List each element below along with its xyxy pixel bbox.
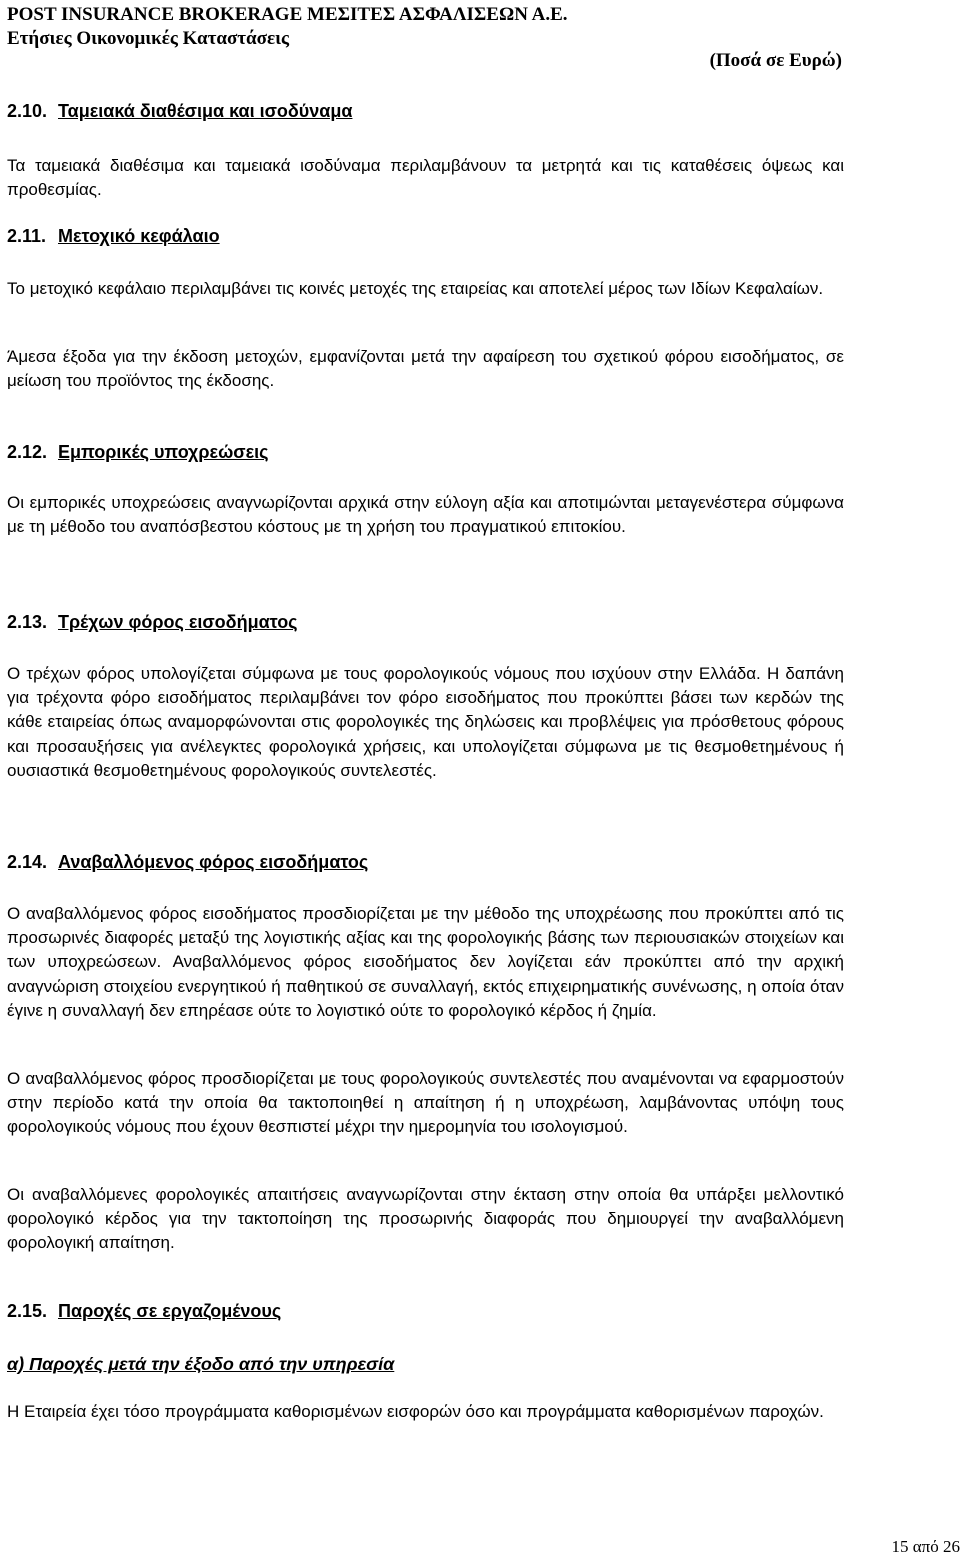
section-title: Μετοχικό κεφάλαιο <box>58 226 220 246</box>
paragraph: Άμεσα έξοδα για την έκδοση μετοχών, εμφανίζονται μετά την αφαίρεση του σχετικού φόρου εισοδήματος, σε μείωση του προϊόντος της έκδοσης. <box>7 345 844 393</box>
section-heading-2-14 <box>7 850 368 874</box>
section-heading-2-11 <box>7 224 220 248</box>
paragraph: Το μετοχικό κεφάλαιο περιλαμβάνει τις κοινές μετοχές της εταιρείας και αποτελεί μέρος των Ιδίων Κεφαλαίων. <box>7 277 844 301</box>
section-number: 2.15. <box>7 1299 58 1323</box>
currency-note: (Ποσά σε Ευρώ) <box>710 50 842 72</box>
section-number: 2.10. <box>7 99 58 123</box>
paragraph: Ο αναβαλλόμενος φόρος εισοδήματος προσδιορίζεται με την μέθοδο της υποχρέωσης που προκύπτει από τις προσωρινές διαφορές μεταξύ της λογιστικής αξίας και της φορολογικής βάσης των περιουσιακών στοιχείων και των υποχρεώσεων. Αναβαλλόμενος φόρος εισοδήματος δεν λογίζεται εάν προκύπτει από την αρχική αναγνώριση στοιχείου ενεργητικού ή παθητικού σε συναλλαγή, εκτός επιχειρηματικής συνένωσης, η οποία όταν έγινε η συναλλαγή δεν επηρέασε ούτε το λογιστικό ούτε το φορολογικό κέρδος ή ζημία. <box>7 902 844 1023</box>
paragraph: Ο τρέχων φόρος υπολογίζεται σύμφωνα με τους φορολογικούς νόμους που ισχύουν στην Ελλάδα. Η δαπάνη για τρέχοντα φόρο εισοδήματος περιλαμβάνει τον φόρο εισοδήματος που προκύπτει βάσει των κερδών της κάθε εταιρείας όπως αναμορφώνονται στις φορολογικές της δηλώσεις και προβλέψεις για πρόσθετους φόρους και προσαυξήσεις για ανέλεγκτες φορολογικά χρήσεις, και υπολογίζεται σύμφωνα με τις θεσμοθετημένους ή ουσιαστικά θεσμοθετημένους φορολογικούς συντελεστές. <box>7 662 844 783</box>
company-name: POST INSURANCE BROKERAGE ΜΕΣΙΤΕΣ ΑΣΦΑΛΙΣΕΩΝ Α.Ε. <box>7 4 568 26</box>
section-title: Αναβαλλόμενος φόρος εισοδήματος <box>58 852 368 872</box>
section-heading-2-10 <box>7 99 352 123</box>
page-number: 15 από 26 <box>892 1537 960 1557</box>
section-title: Ταμειακά διαθέσιμα και ισοδύναμα <box>58 101 352 121</box>
section-number: 2.12. <box>7 440 58 464</box>
paragraph: Η Εταιρεία έχει τόσο προγράμματα καθορισμένων εισφορών όσο και προγράμματα καθορισμένων παροχών. <box>7 1400 844 1424</box>
subsection-heading: α) Παροχές μετά την έξοδο από την υπηρεσία <box>7 1352 394 1376</box>
section-title: Τρέχων φόρος εισοδήματος <box>58 612 298 632</box>
section-title: Εμπορικές υποχρεώσεις <box>58 442 269 462</box>
paragraph: Ο αναβαλλόμενος φόρος προσδιορίζεται με τους φορολογικούς συντελεστές που αναμένονται να εφαρμοστούν στην περίοδο κατά την οποία θα τακτοποιηθεί η απαίτηση ή η υποχρέωση, λαμβάνοντας υπόψη τους φορολογικούς νόμους που έχουν θεσπιστεί μέχρι την ημερομηνία του ισολογισμού. <box>7 1067 844 1140</box>
paragraph: Οι αναβαλλόμενες φορολογικές απαιτήσεις αναγνωρίζονται στην έκταση στην οποία θα υπάρξει μελλοντικό φορολογικό κέρδος για την τακτοποίηση της προσωρινής διαφοράς που δημιουργεί την αναβαλλόμενη φορολογική απαίτηση. <box>7 1183 844 1256</box>
section-title: Παροχές σε εργαζομένους <box>58 1301 281 1321</box>
paragraph: Τα ταμειακά διαθέσιμα και ταμειακά ισοδύναμα περιλαμβάνουν τα μετρητά και τις καταθέσεις όψεως και προθεσμίας. <box>7 154 844 202</box>
paragraph: Οι εμπορικές υποχρεώσεις αναγνωρίζονται αρχικά στην εύλογη αξία και αποτιμώνται μεταγενέστερα σύμφωνα με τη μέθοδο του αναπόσβεστου κόστους με τη χρήση του πραγματικού επιτοκίου. <box>7 491 844 539</box>
document-subtitle: Ετήσιες Οικονομικές Καταστάσεις <box>7 28 289 50</box>
section-number: 2.11. <box>7 224 58 248</box>
section-number: 2.14. <box>7 850 58 874</box>
section-heading-2-12 <box>7 440 269 464</box>
section-number: 2.13. <box>7 610 58 634</box>
section-heading-2-15 <box>7 1299 281 1323</box>
section-heading-2-13 <box>7 610 298 634</box>
